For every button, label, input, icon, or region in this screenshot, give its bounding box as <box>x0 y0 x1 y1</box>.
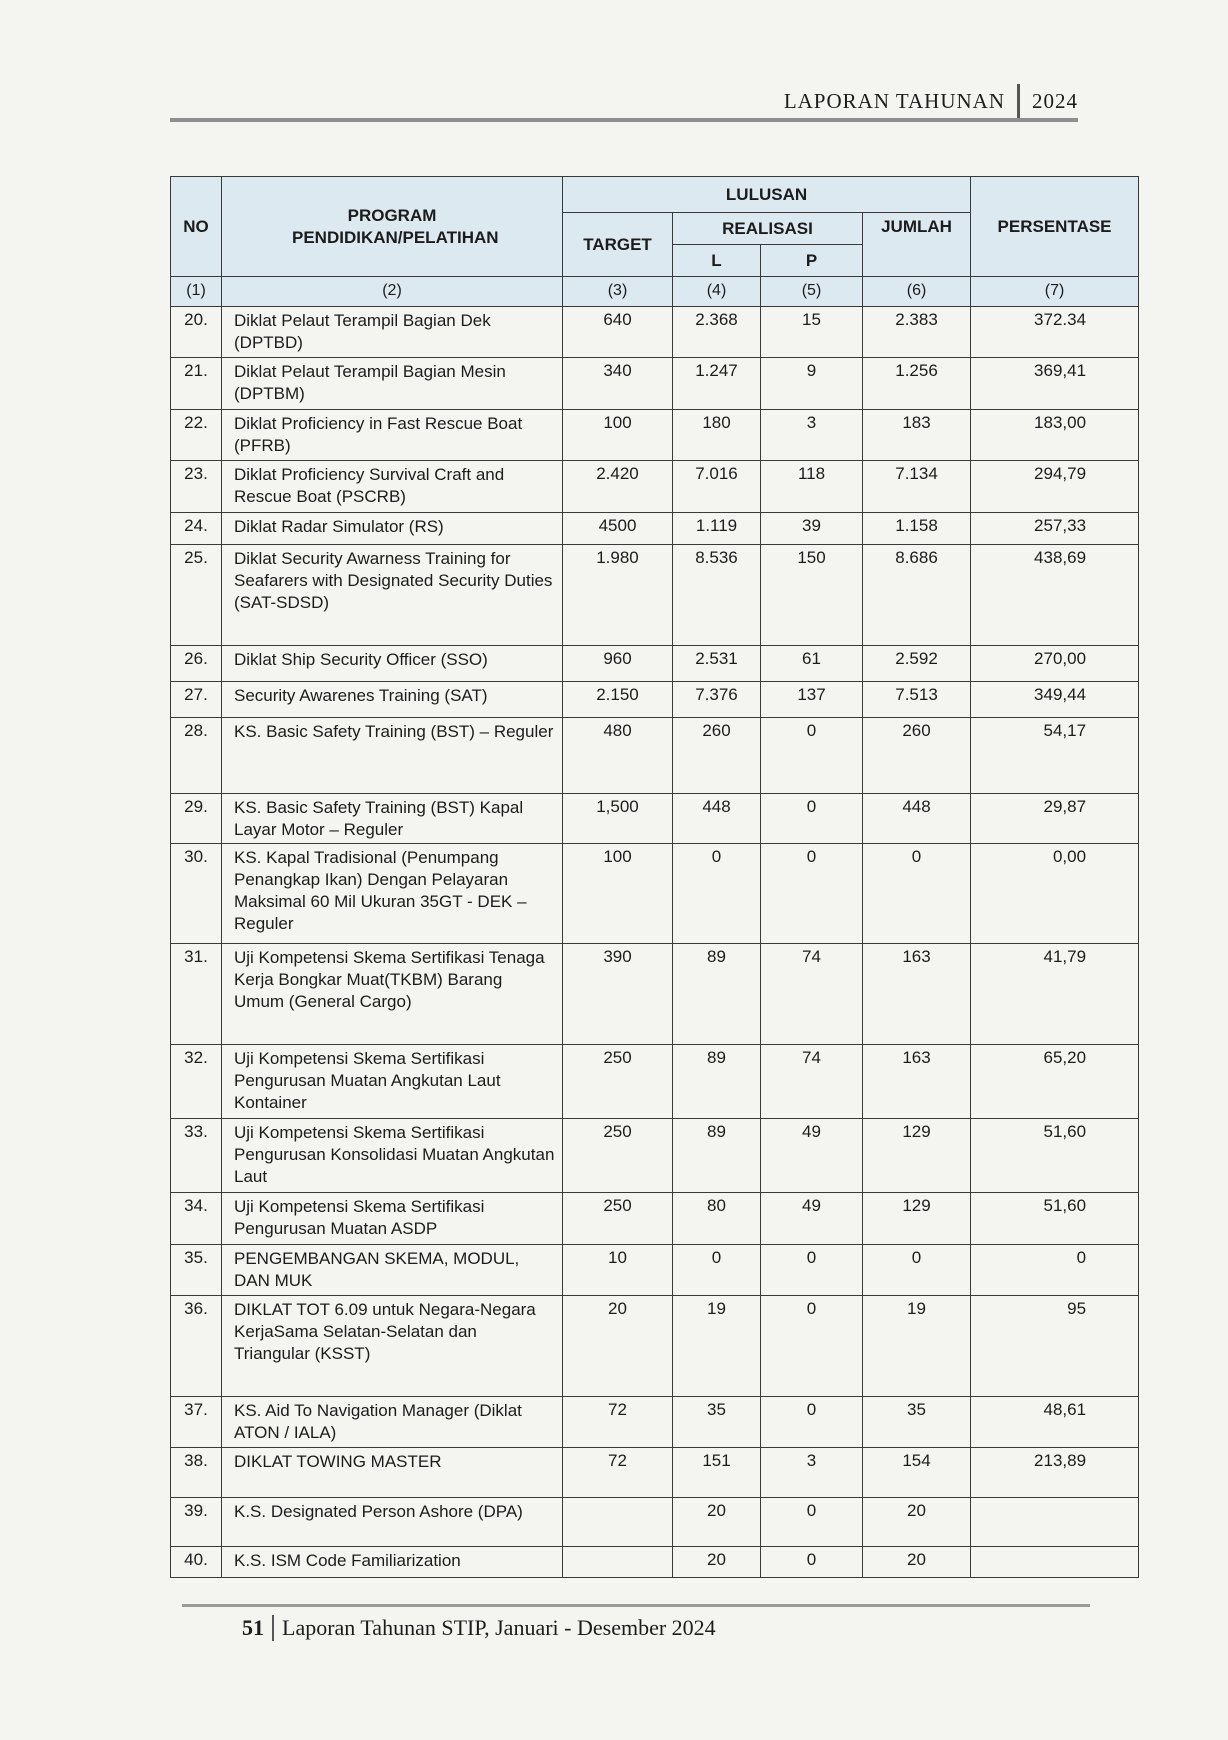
row-no: 29. <box>171 794 222 843</box>
graduates-table <box>170 176 1139 1578</box>
row-jumlah: 448 <box>863 794 971 843</box>
row-persentase: 183,00 <box>971 409 1139 460</box>
table-row <box>171 306 1139 357</box>
row-realisasi-p: 39 <box>761 512 863 545</box>
column-number: (5) <box>761 277 863 307</box>
row-no: 40. <box>171 1547 222 1578</box>
row-jumlah: 0 <box>863 1244 971 1295</box>
row-persentase: 29,87 <box>971 794 1139 843</box>
row-target: 960 <box>563 646 673 682</box>
row-target: 340 <box>563 358 673 409</box>
row-program: Uji Kompetensi Skema Sertifikasi Pengurusan Konsolidasi Muatan Angkutan Laut <box>222 1119 563 1193</box>
row-realisasi-l: 7.376 <box>673 682 761 718</box>
table-row <box>171 843 1139 944</box>
row-jumlah: 183 <box>863 409 971 460</box>
row-no: 35. <box>171 1244 222 1295</box>
row-program: Uji Kompetensi Skema Sertifikasi Pengurusan Muatan ASDP <box>222 1193 563 1244</box>
row-realisasi-p: 74 <box>761 944 863 1045</box>
row-persentase: 54,17 <box>971 718 1139 794</box>
table-row <box>171 1119 1139 1193</box>
row-no: 33. <box>171 1119 222 1193</box>
row-realisasi-p: 3 <box>761 409 863 460</box>
row-realisasi-p: 0 <box>761 1244 863 1295</box>
row-persentase: 270,00 <box>971 646 1139 682</box>
row-jumlah: 0 <box>863 843 971 944</box>
row-persentase: 65,20 <box>971 1045 1139 1119</box>
table-row <box>171 1193 1139 1244</box>
row-realisasi-l: 80 <box>673 1193 761 1244</box>
row-no: 39. <box>171 1497 222 1546</box>
row-persentase: 369,41 <box>971 358 1139 409</box>
table-body <box>171 277 1139 1578</box>
row-realisasi-p: 0 <box>761 1497 863 1546</box>
row-program: Uji Kompetensi Skema Sertifikasi Pengurusan Muatan Angkutan Laut Kontainer <box>222 1045 563 1119</box>
row-target: 2.420 <box>563 461 673 512</box>
row-no: 25. <box>171 545 222 646</box>
column-number: (2) <box>222 277 563 307</box>
table-row <box>171 409 1139 460</box>
row-persentase: 372.34 <box>971 306 1139 357</box>
row-no: 36. <box>171 1296 222 1397</box>
row-no: 32. <box>171 1045 222 1119</box>
row-realisasi-p: 0 <box>761 718 863 794</box>
col-header-program <box>222 177 563 277</box>
row-target: 20 <box>563 1296 673 1397</box>
row-no: 23. <box>171 461 222 512</box>
row-realisasi-p: 3 <box>761 1448 863 1497</box>
row-jumlah: 20 <box>863 1497 971 1546</box>
row-target: 100 <box>563 843 673 944</box>
row-realisasi-l: 89 <box>673 1045 761 1119</box>
row-realisasi-l: 19 <box>673 1296 761 1397</box>
column-number: (6) <box>863 277 971 307</box>
column-number: (1) <box>171 277 222 307</box>
row-realisasi-p: 9 <box>761 358 863 409</box>
row-no: 38. <box>171 1448 222 1497</box>
table-row <box>171 682 1139 718</box>
row-jumlah: 260 <box>863 718 971 794</box>
row-program: DIKLAT TOWING MASTER <box>222 1448 563 1497</box>
column-number: (7) <box>971 277 1139 307</box>
row-jumlah: 163 <box>863 1045 971 1119</box>
col-header-persentase: PERSENTASE <box>971 177 1139 277</box>
row-jumlah: 129 <box>863 1193 971 1244</box>
row-realisasi-l: 7.016 <box>673 461 761 512</box>
table-row <box>171 944 1139 1045</box>
row-target: 100 <box>563 409 673 460</box>
row-target: 1.980 <box>563 545 673 646</box>
page-number: 51 <box>242 1615 264 1640</box>
row-realisasi-p: 0 <box>761 1547 863 1578</box>
col-header-lulusan: LULUSAN <box>563 177 971 213</box>
row-no: 34. <box>171 1193 222 1244</box>
col-header-no: NO <box>171 177 222 277</box>
row-realisasi-p: 74 <box>761 1045 863 1119</box>
row-realisasi-l: 260 <box>673 718 761 794</box>
row-jumlah: 19 <box>863 1296 971 1397</box>
footer-text <box>242 1615 1090 1641</box>
col-header-p: P <box>761 245 863 277</box>
row-realisasi-l: 448 <box>673 794 761 843</box>
row-program: Diklat Radar Simulator (RS) <box>222 512 563 545</box>
row-persentase: 438,69 <box>971 545 1139 646</box>
row-no: 26. <box>171 646 222 682</box>
row-program: Diklat Ship Security Officer (SSO) <box>222 646 563 682</box>
row-persentase: 41,79 <box>971 944 1139 1045</box>
row-no: 21. <box>171 358 222 409</box>
column-number: (4) <box>673 277 761 307</box>
row-no: 24. <box>171 512 222 545</box>
table-row <box>171 718 1139 794</box>
row-persentase: 48,61 <box>971 1396 1139 1447</box>
row-persentase: 349,44 <box>971 682 1139 718</box>
row-persentase: 0,00 <box>971 843 1139 944</box>
row-target: 1,500 <box>563 794 673 843</box>
row-persentase: 51,60 <box>971 1119 1139 1193</box>
row-jumlah: 1.158 <box>863 512 971 545</box>
row-realisasi-l: 151 <box>673 1448 761 1497</box>
row-realisasi-p: 137 <box>761 682 863 718</box>
row-jumlah: 154 <box>863 1448 971 1497</box>
footer-rule <box>182 1604 1090 1607</box>
row-target <box>563 1497 673 1546</box>
row-program: DIKLAT TOT 6.09 untuk Negara-Negara KerjaSama Selatan-Selatan dan Triangular (KSST) <box>222 1296 563 1397</box>
col-header-target: TARGET <box>563 213 673 277</box>
table-row <box>171 358 1139 409</box>
row-jumlah: 8.686 <box>863 545 971 646</box>
row-realisasi-p: 118 <box>761 461 863 512</box>
row-jumlah: 2.383 <box>863 306 971 357</box>
header-rule <box>170 118 1078 122</box>
table-row <box>171 461 1139 512</box>
table-row <box>171 1045 1139 1119</box>
column-number: (3) <box>563 277 673 307</box>
row-persentase: 95 <box>971 1296 1139 1397</box>
row-program: KS. Aid To Navigation Manager (Diklat ATON / IALA) <box>222 1396 563 1447</box>
table-row <box>171 794 1139 843</box>
column-number-row <box>171 277 1139 307</box>
row-realisasi-p: 49 <box>761 1119 863 1193</box>
row-persentase: 0 <box>971 1244 1139 1295</box>
row-program: Diklat Security Awarness Training for Seafarers with Designated Security Duties (SAT-SDSD) <box>222 545 563 646</box>
row-no: 22. <box>171 409 222 460</box>
row-no: 20. <box>171 306 222 357</box>
table-row <box>171 1396 1139 1447</box>
row-no: 30. <box>171 843 222 944</box>
col-header-realisasi: REALISASI <box>673 213 863 245</box>
row-persentase <box>971 1547 1139 1578</box>
row-realisasi-p: 0 <box>761 1396 863 1447</box>
row-target: 250 <box>563 1193 673 1244</box>
row-persentase: 257,33 <box>971 512 1139 545</box>
row-target: 640 <box>563 306 673 357</box>
table-row <box>171 1448 1139 1497</box>
header-year: 2024 <box>1032 88 1078 113</box>
row-program: KS. Basic Safety Training (BST) – Reguler <box>222 718 563 794</box>
col-header-jumlah: JUMLAH <box>863 213 971 277</box>
page-footer <box>182 1604 1090 1641</box>
row-realisasi-l: 1.247 <box>673 358 761 409</box>
row-persentase: 213,89 <box>971 1448 1139 1497</box>
row-jumlah: 1.256 <box>863 358 971 409</box>
row-persentase: 294,79 <box>971 461 1139 512</box>
row-target: 4500 <box>563 512 673 545</box>
row-realisasi-l: 180 <box>673 409 761 460</box>
table-header <box>171 177 1139 277</box>
row-persentase: 51,60 <box>971 1193 1139 1244</box>
row-program: Uji Kompetensi Skema Sertifikasi Tenaga Kerja Bongkar Muat(TKBM) Barang Umum (General Cargo) <box>222 944 563 1045</box>
row-jumlah: 20 <box>863 1547 971 1578</box>
row-target: 72 <box>563 1396 673 1447</box>
row-realisasi-p: 0 <box>761 794 863 843</box>
row-program: Diklat Pelaut Terampil Bagian Dek (DPTBD) <box>222 306 563 357</box>
row-realisasi-l: 20 <box>673 1547 761 1578</box>
row-program: Security Awarenes Training (SAT) <box>222 682 563 718</box>
row-realisasi-l: 0 <box>673 843 761 944</box>
row-target: 390 <box>563 944 673 1045</box>
row-realisasi-l: 20 <box>673 1497 761 1546</box>
row-no: 37. <box>171 1396 222 1447</box>
table-row <box>171 1497 1139 1546</box>
row-realisasi-p: 15 <box>761 306 863 357</box>
row-realisasi-l: 89 <box>673 944 761 1045</box>
row-target: 2.150 <box>563 682 673 718</box>
row-program: Diklat Proficiency in Fast Rescue Boat (PFRB) <box>222 409 563 460</box>
row-realisasi-l: 89 <box>673 1119 761 1193</box>
row-jumlah: 2.592 <box>863 646 971 682</box>
row-realisasi-p: 61 <box>761 646 863 682</box>
row-jumlah: 35 <box>863 1396 971 1447</box>
page-header <box>170 80 1078 122</box>
row-persentase <box>971 1497 1139 1546</box>
table-row <box>171 1547 1139 1578</box>
row-target: 480 <box>563 718 673 794</box>
header-text <box>784 84 1078 118</box>
row-no: 31. <box>171 944 222 1045</box>
row-realisasi-l: 8.536 <box>673 545 761 646</box>
row-realisasi-p: 49 <box>761 1193 863 1244</box>
row-no: 28. <box>171 718 222 794</box>
table-row <box>171 545 1139 646</box>
row-realisasi-l: 0 <box>673 1244 761 1295</box>
row-program: KS. Basic Safety Training (BST) Kapal Layar Motor – Reguler <box>222 794 563 843</box>
row-realisasi-l: 2.531 <box>673 646 761 682</box>
row-target <box>563 1547 673 1578</box>
row-program: Diklat Pelaut Terampil Bagian Mesin (DPTBM) <box>222 358 563 409</box>
row-program: K.S. Designated Person Ashore (DPA) <box>222 1497 563 1546</box>
col-header-program-label: PROGRAM PENDIDIKAN/PELATIHAN <box>292 205 499 247</box>
row-jumlah: 7.134 <box>863 461 971 512</box>
table-row <box>171 512 1139 545</box>
row-jumlah: 163 <box>863 944 971 1045</box>
table-row <box>171 1296 1139 1397</box>
row-program: K.S. ISM Code Familiarization <box>222 1547 563 1578</box>
row-realisasi-p: 0 <box>761 843 863 944</box>
row-target: 72 <box>563 1448 673 1497</box>
row-realisasi-p: 0 <box>761 1296 863 1397</box>
row-jumlah: 7.513 <box>863 682 971 718</box>
table-row <box>171 646 1139 682</box>
footer-separator <box>272 1615 274 1641</box>
row-realisasi-l: 2.368 <box>673 306 761 357</box>
row-jumlah: 129 <box>863 1119 971 1193</box>
row-program: KS. Kapal Tradisional (Penumpang Penangkap Ikan) Dengan Pelayaran Maksimal 60 Mil Ukuran 35GT - DEK – Reguler <box>222 843 563 944</box>
table-row <box>171 1244 1139 1295</box>
row-program: PENGEMBANGAN SKEMA, MODUL, DAN MUK <box>222 1244 563 1295</box>
row-realisasi-l: 35 <box>673 1396 761 1447</box>
row-target: 250 <box>563 1045 673 1119</box>
footer-label: Laporan Tahunan STIP, Januari - Desember 2024 <box>282 1615 716 1640</box>
col-header-l: L <box>673 245 761 277</box>
row-realisasi-l: 1.119 <box>673 512 761 545</box>
row-target: 250 <box>563 1119 673 1193</box>
row-program: Diklat Proficiency Survival Craft and Rescue Boat (PSCRB) <box>222 461 563 512</box>
header-title: LAPORAN TAHUNAN <box>783 88 1005 113</box>
row-realisasi-p: 150 <box>761 545 863 646</box>
row-no: 27. <box>171 682 222 718</box>
row-target: 10 <box>563 1244 673 1295</box>
